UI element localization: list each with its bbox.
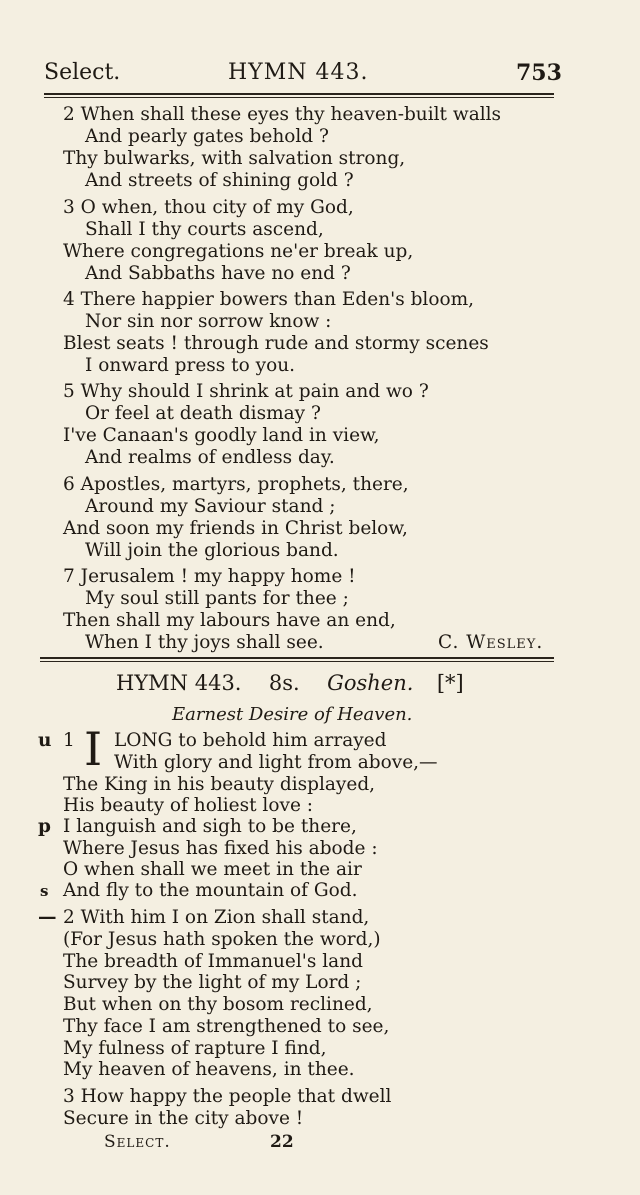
header-title: HYMN 443. (228, 60, 369, 85)
hymn-tune: Goshen. (327, 671, 414, 695)
margin-mark-dash: — (38, 907, 57, 928)
verse-line: 6 Apostles, martyrs, prophets, there, (63, 474, 409, 495)
hymn-number: HYMN 443. (116, 671, 242, 695)
verse-line: His beauty of holiest love : (63, 795, 314, 816)
verse-line: Then shall my labours have an end, (63, 610, 396, 631)
header-left: Select. (44, 60, 121, 85)
verse-line: When I thy joys shall see. (85, 632, 324, 653)
hymn-subtitle: Earnest Desire of Heaven. (172, 704, 413, 725)
header-rule (44, 93, 554, 95)
verse-line: My fulness of rapture I find, (63, 1038, 327, 1059)
verse-line: And realms of endless day. (85, 447, 335, 468)
verse-line: The breadth of Immanuel's land (63, 951, 363, 972)
header-rule-thin (44, 97, 554, 98)
verse-line: LONG to behold him arrayed (114, 730, 387, 751)
verse-line: 3 How happy the people that dwell (63, 1086, 392, 1107)
verse-line: Thy bulwarks, with salvation strong, (63, 148, 406, 169)
verse-line: And soon my friends in Christ below, (63, 518, 408, 539)
verse-line: 4 There happier bowers than Eden's bloom, (63, 289, 475, 310)
verse-line: O when shall we meet in the air (63, 859, 362, 880)
verse-line: And pearly gates behold ? (85, 126, 329, 147)
verse-line: My heaven of heavens, in thee. (63, 1059, 355, 1080)
verse-line: Shall I thy courts ascend, (85, 219, 324, 240)
verse-line: 5 Why should I shrink at pain and wo ? (63, 381, 429, 402)
verse-line: 3 O when, thou city of my God, (63, 197, 354, 218)
verse-line: Where congregations ne'er break up, (63, 241, 414, 262)
verse-line: Will join the glorious band. (85, 540, 339, 561)
author-attribution: C. Wesley. (438, 632, 544, 653)
verse-line: I languish and sigh to be there, (63, 816, 357, 837)
verse-line: My soul still pants for thee ; (85, 588, 349, 609)
margin-mark-p: p (38, 816, 51, 837)
verse-line: The King in his beauty displayed, (63, 774, 376, 795)
verse-line: (For Jesus hath spoken the word,) (63, 929, 381, 950)
verse-line: Secure in the city above ! (63, 1108, 304, 1129)
verse-line: And streets of shining gold ? (85, 170, 354, 191)
verse-line: 2 When shall these eyes thy heaven-built walls (63, 104, 502, 125)
margin-mark-u: u (38, 730, 52, 751)
margin-mark-s: s (40, 882, 49, 900)
verse-line: I onward press to you. (85, 355, 296, 376)
verse-line: 2 With him I on Zion shall stand, (63, 907, 370, 928)
verse-line: And Sabbaths have no end ? (85, 263, 351, 284)
hymn-443-heading (116, 670, 464, 696)
footer-sheet-number: 22 (270, 1132, 294, 1152)
verse-line: And fly to the mountain of God. (63, 880, 358, 901)
verse-line: Survey by the light of my Lord ; (63, 972, 362, 993)
footer-signature: Select. (104, 1132, 171, 1152)
verse-line: But when on thy bosom reclined, (63, 994, 373, 1015)
verse-line: Where Jesus has fixed his abode : (63, 838, 378, 859)
verse-line: 7 Jerusalem ! my happy home ! (63, 566, 356, 587)
verse-line: Blest seats ! through rude and stormy scenes (63, 333, 489, 354)
hymn-mark: [*] (436, 671, 464, 695)
verse-line: With glory and light from above,— (114, 752, 438, 773)
verse-line: Thy face I am strengthened to see, (63, 1016, 390, 1037)
verse-line: Nor sin nor sorrow know : (85, 311, 332, 332)
hymn-meter: 8s. (268, 671, 300, 695)
verse-line: Around my Saviour stand ; (85, 496, 336, 517)
section-rule-thin (40, 661, 554, 662)
page-number: 753 (516, 60, 562, 86)
section-rule (40, 657, 554, 659)
verse-number: 1 (63, 730, 75, 751)
drop-cap: I (84, 722, 103, 776)
verse-line: Or feel at death dismay ? (85, 403, 321, 424)
verse-line: I've Canaan's goodly land in view, (63, 425, 380, 446)
